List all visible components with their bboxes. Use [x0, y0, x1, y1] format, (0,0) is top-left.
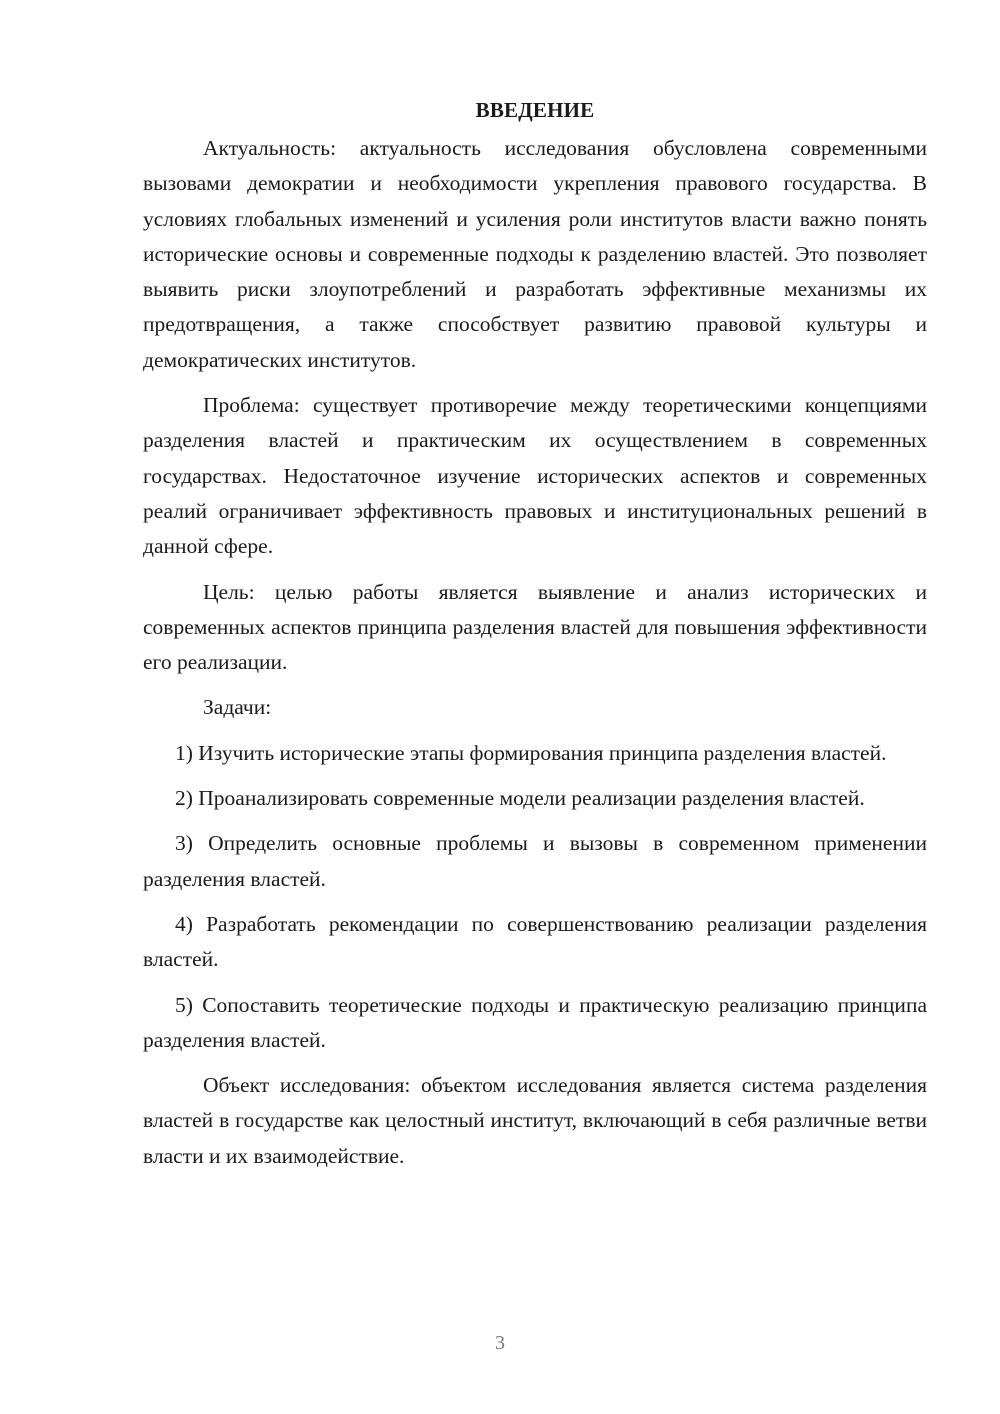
goal-paragraph: Цель: целью работы является выявление и анализ исторических и современных аспектов принципа разделения властей для повышения эффективности его реализации. [143, 579, 927, 675]
task-item-5: 5) Сопоставить теоретические подходы и практическую реализацию принципа разделения властей. [143, 992, 927, 1052]
section-title: ВВЕДЕНИЕ [475, 98, 595, 122]
task-item-2: 2) Проанализировать современные модели реализации разделения властей. [175, 786, 865, 811]
page-number: 3 [495, 1332, 505, 1354]
task-item-4: 4) Разработать рекомендации по совершенствованию реализации разделения властей. [143, 911, 927, 972]
tasks-heading: Задачи: [203, 695, 272, 720]
problem-paragraph: Проблема: существует противоречие между теоретическими концепциями разделения властей и практическим их осуществлением в современных государствах. Недостаточное изучение исторических аспектов и современных реалий ограничивает эффективность правовых и институциональных решений в данной сфере. [143, 393, 927, 559]
page-content [143, 92, 927, 1174]
object-paragraph: Объект исследования: объектом исследования является система разделения властей в государстве как целостный институт, включающий в себя различные ветви власти и их взаимодействие. [143, 1073, 927, 1168]
task-item-3: 3) Определить основные проблемы и вызовы в современном применении разделения властей. [143, 831, 927, 891]
task-item-1: 1) Изучить исторические этапы формирования принципа разделения властей. [175, 740, 887, 765]
relevance-paragraph: Актуальность: актуальность исследования обусловлена современными вызовами демократии и необходимости укрепления правового государства. В условиях глобальных изменений и усиления роли институтов власти важно понять исторические основы и современные подходы к разделению властей. Это позволяет выявить риски злоупотреблений и разработать эффективные механизмы их предотвращения, а также способствует развитию правовой культуры и демократических институтов. [143, 136, 927, 372]
